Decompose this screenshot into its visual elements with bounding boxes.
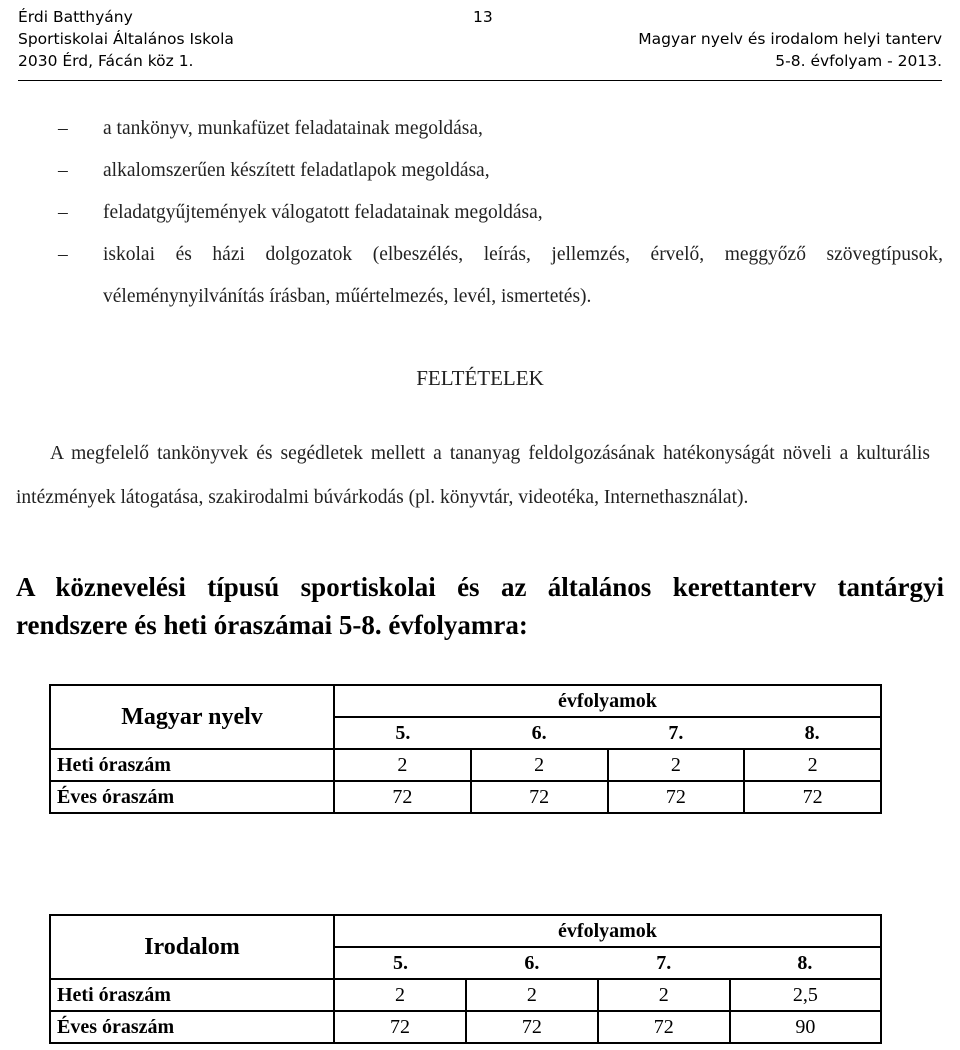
list-item: – iskolai és házi dolgozatok (elbeszélés, leírás, jellemzés, érvelő, meggyőző szövegtípusok, véleménynyilvánítás írásban, műértelmezés, levél, ismertetés). <box>58 234 943 318</box>
table-row <box>50 781 881 813</box>
school-name-line2: Sportiskolai Általános Iskola <box>18 30 234 48</box>
hours-table-magyar-nyelv <box>49 684 882 814</box>
year-cell: 8. <box>730 947 881 979</box>
page-header <box>18 6 942 81</box>
section-title: FELTÉTELEK <box>416 366 544 390</box>
school-info <box>18 6 234 72</box>
dash-bullet: – <box>58 202 68 223</box>
list-item: – alkalomszerűen készített feladatlapok megoldása, <box>58 150 943 192</box>
years-header: évfolyamok <box>334 685 881 717</box>
hours-table-irodalom <box>49 914 882 1044</box>
year-cell: 5. <box>334 717 471 749</box>
value-cell: 2 <box>598 979 730 1011</box>
value-cell: 2,5 <box>730 979 881 1011</box>
assessment-list <box>58 108 943 318</box>
value-cell: 72 <box>334 781 471 813</box>
value-cell: 2 <box>334 979 466 1011</box>
dash-bullet: – <box>58 118 68 139</box>
year-cell: 7. <box>598 947 730 979</box>
value-cell: 2 <box>471 749 608 781</box>
document-grades: 5-8. évfolyam - 2013. <box>775 52 942 70</box>
year-cell: 6. <box>471 717 608 749</box>
dash-bullet: – <box>58 244 68 265</box>
document-info <box>638 28 942 72</box>
school-name-line1: Érdi Batthyány <box>18 8 133 26</box>
row-label: Heti óraszám <box>50 979 334 1011</box>
value-cell: 2 <box>466 979 598 1011</box>
years-header: évfolyamok <box>334 915 881 947</box>
dash-bullet: – <box>58 160 68 181</box>
list-item: – feladatgyűjtemények válogatott feladatainak megoldása, <box>58 192 943 234</box>
table-row <box>50 749 881 781</box>
table-row <box>50 979 881 1011</box>
page-number: 13 <box>473 8 493 26</box>
subject-cell: Irodalom <box>50 915 334 979</box>
year-cell: 7. <box>608 717 745 749</box>
table-row <box>50 1011 881 1043</box>
row-label: Éves óraszám <box>50 781 334 813</box>
value-cell: 90 <box>730 1011 881 1043</box>
year-cell: 6. <box>466 947 598 979</box>
curriculum-heading: A köznevelési típusú sportiskolai és az általános kerettanterv tantárgyi rendszere és heti óraszámai 5-8. évfolyamra: <box>16 572 944 640</box>
conditions-paragraph: A megfelelő tankönyvek és segédletek mellett a tananyag feldolgozásának hatékonyságát növeli a kulturális intézmények látogatása, szakirodalmi búvárkodás (pl. könyvtár, videotéka, Internethasználat). <box>16 443 930 508</box>
value-cell: 72 <box>608 781 745 813</box>
year-cell: 5. <box>334 947 466 979</box>
value-cell: 72 <box>466 1011 598 1043</box>
value-cell: 72 <box>334 1011 466 1043</box>
row-label: Heti óraszám <box>50 749 334 781</box>
list-item: – a tankönyv, munkafüzet feladatainak megoldása, <box>58 108 943 150</box>
row-label: Éves óraszám <box>50 1011 334 1043</box>
value-cell: 72 <box>598 1011 730 1043</box>
value-cell: 72 <box>744 781 881 813</box>
year-cell: 8. <box>744 717 881 749</box>
value-cell: 2 <box>744 749 881 781</box>
value-cell: 2 <box>334 749 471 781</box>
subject-cell: Magyar nyelv <box>50 685 334 749</box>
school-address: 2030 Érd, Fácán köz 1. <box>18 52 194 70</box>
value-cell: 2 <box>608 749 745 781</box>
document-title: Magyar nyelv és irodalom helyi tanterv <box>638 30 942 48</box>
value-cell: 72 <box>471 781 608 813</box>
